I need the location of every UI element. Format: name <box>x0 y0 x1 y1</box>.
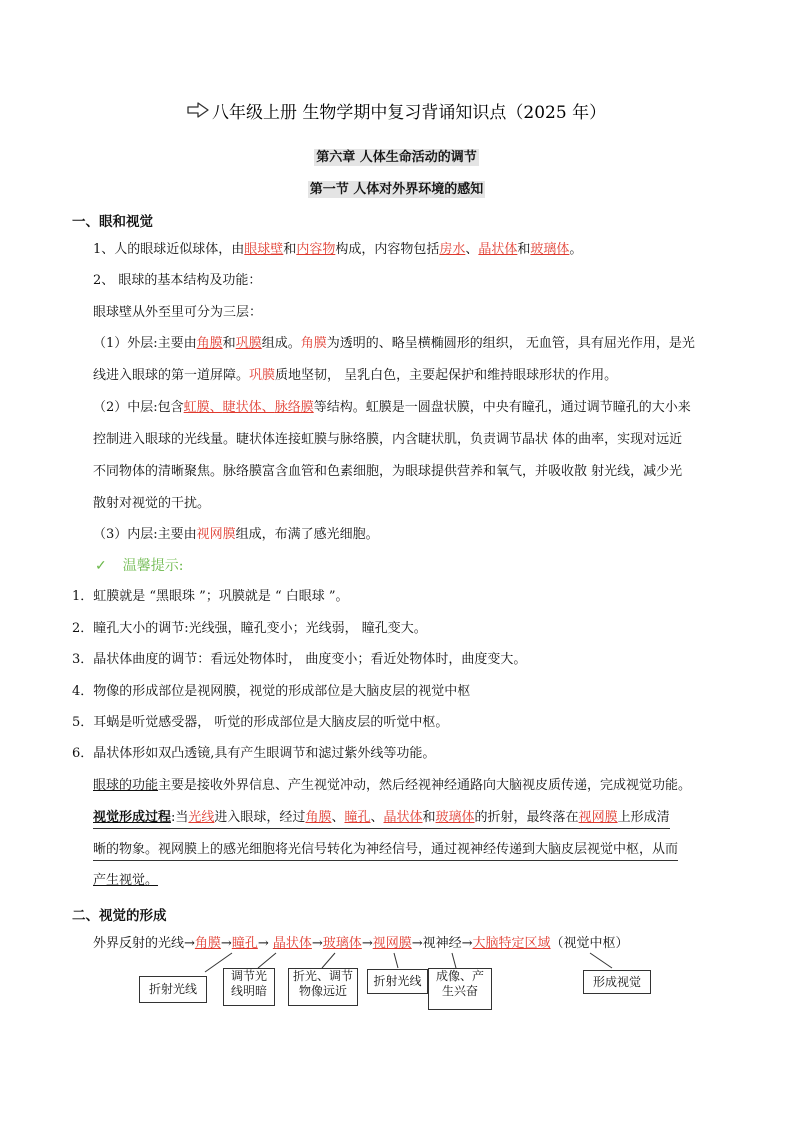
paragraph-line: 眼球的功能主要是接收外界信息、产生视觉冲动，然后经视神经通路向大脑视皮质传递，完成视觉功能。 <box>93 778 692 793</box>
key-term: 眼球的功能 <box>93 778 159 793</box>
key-term: 大脑特定区域 <box>472 936 551 951</box>
key-term: 眼球壁 <box>244 242 284 257</box>
key-term: 晶状体 <box>478 242 518 257</box>
key-term: 光线 <box>188 810 215 825</box>
title-text: 八年级上册 生物学期中复习背诵知识点（2025 年） <box>212 103 607 123</box>
key-term: 角膜 <box>305 810 332 825</box>
key-term: 视网膜 <box>196 527 236 542</box>
paragraph-line: 不同物体的清晰聚焦。脉络膜富含血管和色素细胞，为眼球提供营养和氧气，并吸收散 射光线，减少光 <box>93 464 683 479</box>
flow-box-vision: 形成视觉 <box>583 970 651 994</box>
tip-item: 1．虹膜就是 “黑眼珠 ”；巩膜就是 “ 白眼球 ”。 <box>72 589 349 604</box>
flow-box-adjust-light: 调节光 线明暗 <box>223 968 275 1006</box>
key-term: 瞳孔 <box>231 936 258 951</box>
paragraph-line: 控制进入眼球的光线量。睫状体连接虹膜与脉络膜，内含睫状肌，负责调节晶状 体的曲率，实现对远近 <box>93 432 683 447</box>
paragraph-line: （2）中层:包含虹膜、睫状体、脉络膜等结构。虹膜是一圆盘状膜，中央有瞳孔，通过调节瞳孔的大小来 <box>93 400 691 415</box>
tip-item: 6．晶状体形如双凸透镜,具有产生眼调节和滤过紫外线等功能。 <box>72 746 436 761</box>
paragraph-line: 眼球壁从外至里可分为三层： <box>93 305 263 320</box>
key-term: 玻璃体 <box>530 242 570 257</box>
tip-heading: ✓ 温馨提示: <box>95 558 184 574</box>
part1-heading: 一、眼和视觉 <box>72 214 153 230</box>
checkmark-icon: ✓ <box>95 558 107 574</box>
key-term: 角膜 <box>196 336 223 351</box>
flow-box-refract-2: 折射光线 <box>367 969 428 994</box>
process-line: 晰的物象。视网膜上的感光细胞将光信号转化为神经信号，通过视神经传递到大脑皮层视觉中枢，从而 <box>93 840 678 861</box>
key-term: 角膜 <box>194 936 221 951</box>
flow-box-image: 成像、产 生兴奋 <box>428 968 492 1010</box>
chapter-heading: 第六章 人体生命活动的调节 <box>316 150 477 165</box>
tip-item: 5．耳蜗是听觉感受器， 听觉的形成部位是大脑皮层的听觉中枢。 <box>72 715 449 730</box>
key-term: 内容物 <box>296 242 336 257</box>
key-term: 巩膜 <box>235 336 262 351</box>
key-term: 玻璃体 <box>435 810 475 825</box>
paragraph-line: （1）外层:主要由角膜和巩膜组成。角膜为透明的、略呈横椭圆形的组织， 无血管，具有屈光作用，是光 <box>93 336 695 351</box>
key-term: 视觉形成过程 <box>93 810 172 825</box>
key-term: 晶状体 <box>272 936 312 951</box>
paragraph-line: 线进入眼球的第一道屏障。巩膜质地坚韧， 呈乳白色，主要起保护和维持眼球形状的作用。 <box>93 368 618 383</box>
flow-box-focus: 折光、调节 物像远近 <box>288 968 358 1006</box>
tip-item: 3．晶状体曲度的调节：看远处物体时， 曲度变小；看近处物体时，曲度变大。 <box>72 652 527 667</box>
key-term: 视网膜 <box>578 810 618 825</box>
tip-item: 2．瞳孔大小的调节:光线强，瞳孔变小；光线弱， 瞳孔变大。 <box>72 621 427 636</box>
flow-box-refract: 折射光线 <box>139 976 207 1003</box>
key-term: 玻璃体 <box>322 936 362 951</box>
key-term: 视网膜 <box>372 936 412 951</box>
key-term: 晶状体 <box>383 810 423 825</box>
key-term: 巩膜 <box>249 368 276 383</box>
key-term: 瞳孔 <box>344 810 371 825</box>
key-term: 角膜 <box>300 336 327 351</box>
key-term: 房水 <box>439 242 466 257</box>
key-term: 睫状体、 <box>222 400 275 415</box>
section-heading: 第一节 人体对外界环境的感知 <box>309 182 484 197</box>
process-line: 产生视觉。 <box>93 873 159 888</box>
part2-heading: 二、视觉的形成 <box>72 908 167 924</box>
paragraph-line: （3）内层:主要由视网膜组成，布满了感光细胞。 <box>93 527 379 542</box>
flow-line: 外界反射的光线→角膜→瞳孔→ 晶状体→玻璃体→视网膜→视神经→大脑特定区域（视觉中枢） <box>93 936 629 951</box>
key-term: 脉络膜 <box>274 400 314 415</box>
paragraph-line: 散射对视觉的干扰。 <box>93 496 211 511</box>
paragraph-line: 1、人的眼球近似球体，由眼球壁和内容物构成，内容物包括房水、晶状体和玻璃体。 <box>93 242 583 257</box>
key-term: 虹膜、 <box>183 400 223 415</box>
paragraph-line: 2、 眼球的基本结构及功能： <box>93 273 262 288</box>
process-line: 视觉形成过程:当光线进入眼球，经过角膜、瞳孔、晶状体和玻璃体的折射，最终落在视网膜上形成清 <box>93 808 670 829</box>
tip-item: 4．物像的形成部位是视网膜，视觉的形成部位是大脑皮层的视觉中枢 <box>72 684 471 699</box>
